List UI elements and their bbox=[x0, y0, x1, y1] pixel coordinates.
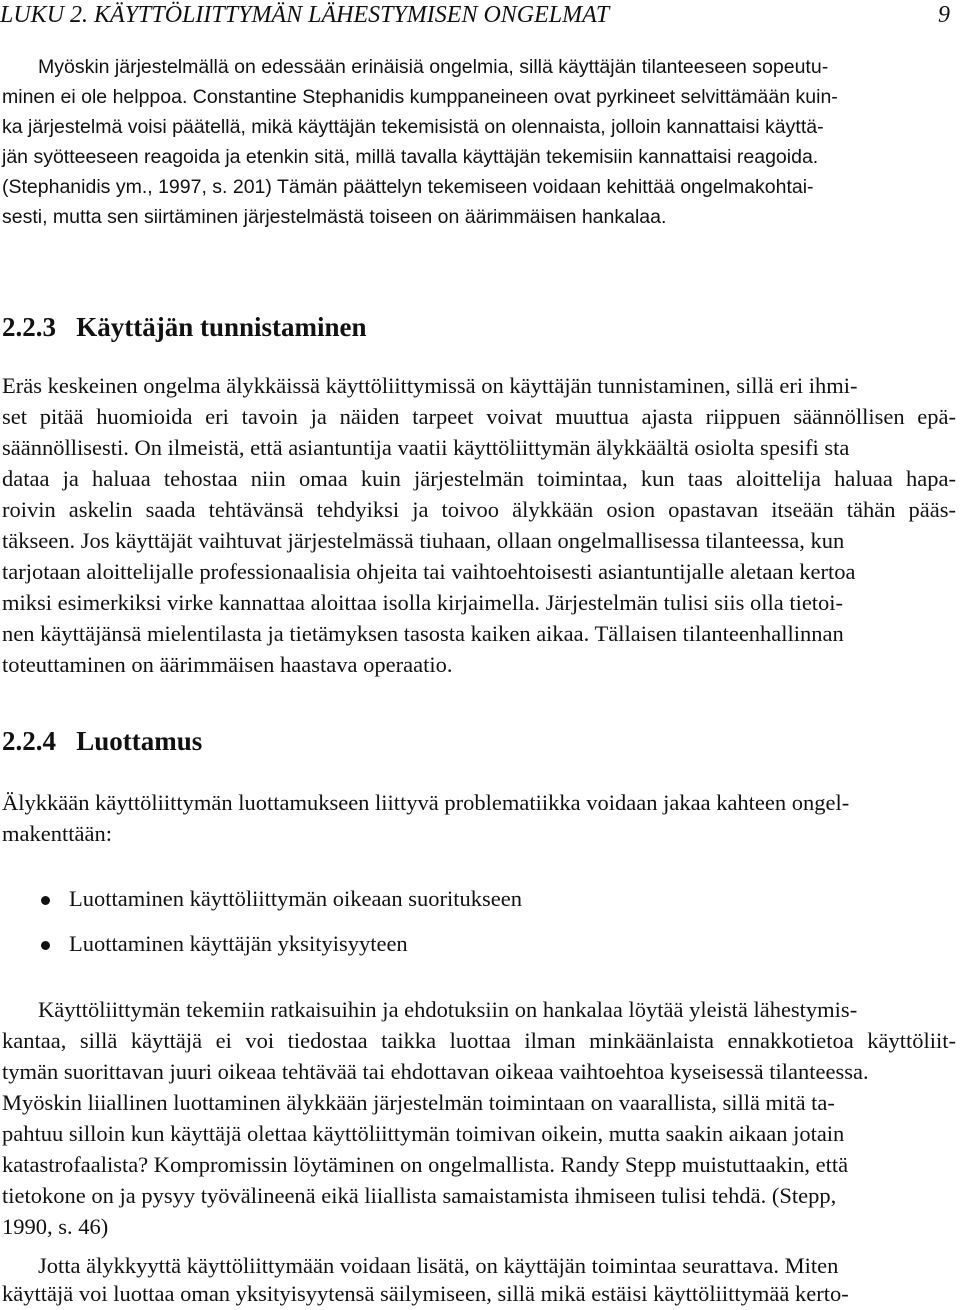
para2-line: tarjotaan aloittelijalle professionaalisia ohjeita tai vaihtoehtoisesti asiantuntijalle aletaan kertoa bbox=[2, 559, 856, 584]
para3-line: makenttään: bbox=[2, 821, 112, 846]
section-title: Käyttäjän tunnistaminen bbox=[76, 312, 367, 342]
bullet-icon bbox=[41, 941, 50, 950]
para1-line: (Stephanidis ym., 1997, s. 201) Tämän päättelyn tekemiseen voidaan kehittää ongelmakohtai- bbox=[2, 176, 814, 198]
para4-line: 1990, s. 46) bbox=[2, 1214, 109, 1239]
section-heading-224 bbox=[2, 726, 202, 757]
para4-line: tietokone on ja pysyy työvälineenä eikä liiallista samaistamista ihmiseen tulisi tehdä. (Stepp, bbox=[2, 1183, 837, 1208]
para2-line: nen käyttäjänsä mielentilasta ja tietämyksen tasosta kaiken aikaa. Tällaisen tilanteenhallinnan bbox=[2, 621, 844, 646]
para1-line: sesti, mutta sen siirtäminen järjestelmästä toiseen on äärimmäisen hankalaa. bbox=[2, 206, 667, 228]
section-title: Luottamus bbox=[76, 726, 203, 756]
para3-line: Älykkään käyttöliittymän luottamukseen liittyvä problematiikka voidaan jakaa kahteen ongel- bbox=[2, 790, 850, 815]
para2-line: miksi esimerkiksi virke kannattaa aloittaa isolla kirjaimella. Järjestelmän tulisi siis olla tietoi- bbox=[2, 590, 844, 615]
bullet-icon bbox=[41, 896, 50, 905]
para4-line: katastrofaalista? Kompromissin löytäminen on ongelmallista. Randy Stepp muistuttaakin, että bbox=[2, 1152, 849, 1177]
para5-line: käyttäjä voi luottaa oman yksityisyytensä säilymiseen, sillä mikä estäisi käyttöliittymää kerto- bbox=[2, 1281, 849, 1306]
list-item: Luottaminen käyttäjän yksityisyyteen bbox=[69, 931, 408, 956]
para4-line: pahtuu silloin kun käyttäjä olettaa käyttöliittymän toimivan oikein, mutta saakin aikaan jotain bbox=[2, 1121, 845, 1146]
para4-line: kantaa, sillä käyttäjä ei voi tiedostaa taikka luottaa ilman minkäänlaista ennakkotietoa käyttöliit- bbox=[2, 1028, 957, 1053]
para1-line: minen ei ole helppoa. Constantine Stephanidis kumppaneineen ovat pyrkineet selvittämään kuin- bbox=[2, 86, 838, 108]
para1-line: Myöskin järjestelmällä on edessään erinäisiä ongelmia, sillä käyttäjän tilanteeseen sopeutu- bbox=[38, 56, 829, 78]
chapter-header: LUKU 2. KÄYTTÖLIITTYMÄN LÄHESTYMISEN ONGELMAT bbox=[0, 2, 610, 28]
para1-line: jän syötteeseen reagoida ja etenkin sitä, millä tavalla käyttäjän tekemisiin kannattaisi reagoida. bbox=[2, 146, 819, 168]
para2-line: säännöllisesti. On ilmeistä, että asiantuntija vaatii käyttöliittymän älykkäältä osiolta spesifi sta bbox=[2, 435, 850, 460]
para2-line: roivin askelin saada tehtävänsä tehdyiksi ja toivoo älykkään osion opastavan itseään tähän pääs- bbox=[2, 497, 957, 522]
list-item: Luottaminen käyttöliittymän oikeaan suoritukseen bbox=[69, 886, 523, 911]
para2-line: dataa ja haluaa tehostaa niin omaa kuin järjestelmän toimintaa, kun taas aloittelija haluaa hapa- bbox=[2, 466, 956, 491]
para2-line: set pitää huomioida eri tavoin ja näiden tarpeet voivat muuttua ajasta riippuen säännöllisen epä- bbox=[2, 404, 957, 429]
para4-line: tymän suorittavan juuri oikeaa tehtävää tai ehdottavan oikeaa vaihtoehtoa kyseisessä tilanteessa. bbox=[2, 1059, 869, 1084]
para2-line: Eräs keskeinen ongelma älykkäissä käyttöliittymissä on käyttäjän tunnistaminen, sillä eri ihmi- bbox=[2, 373, 858, 398]
section-heading-223 bbox=[2, 312, 367, 343]
section-number: 2.2.3 bbox=[2, 312, 56, 342]
section-number: 2.2.4 bbox=[2, 726, 56, 756]
para4-line: Käyttöliittymän tekemiin ratkaisuihin ja ehdotuksiin on hankalaa löytää yleistä lähestymis- bbox=[38, 997, 858, 1022]
page-number: 9 bbox=[938, 2, 950, 28]
para4-line: Myöskin liiallinen luottaminen älykkään järjestelmän toimintaan on vaarallista, sillä mitä ta- bbox=[2, 1090, 835, 1115]
para5-line: Jotta älykkyyttä käyttöliittymään voidaan lisätä, on käyttäjän toimintaa seurattava. Miten bbox=[38, 1253, 839, 1278]
para2-line: toteuttaminen on äärimmäisen haastava operaatio. bbox=[2, 652, 453, 677]
para2-line: täkseen. Jos käyttäjät vaihtuvat järjestelmässä tiuhaan, ollaan ongelmallisessa tilanteessa, kun bbox=[2, 528, 845, 553]
para1-line: ka järjestelmä voisi päätellä, mikä käyttäjän tekemisistä on olennaista, jolloin kannattaisi käyttä- bbox=[2, 116, 824, 138]
